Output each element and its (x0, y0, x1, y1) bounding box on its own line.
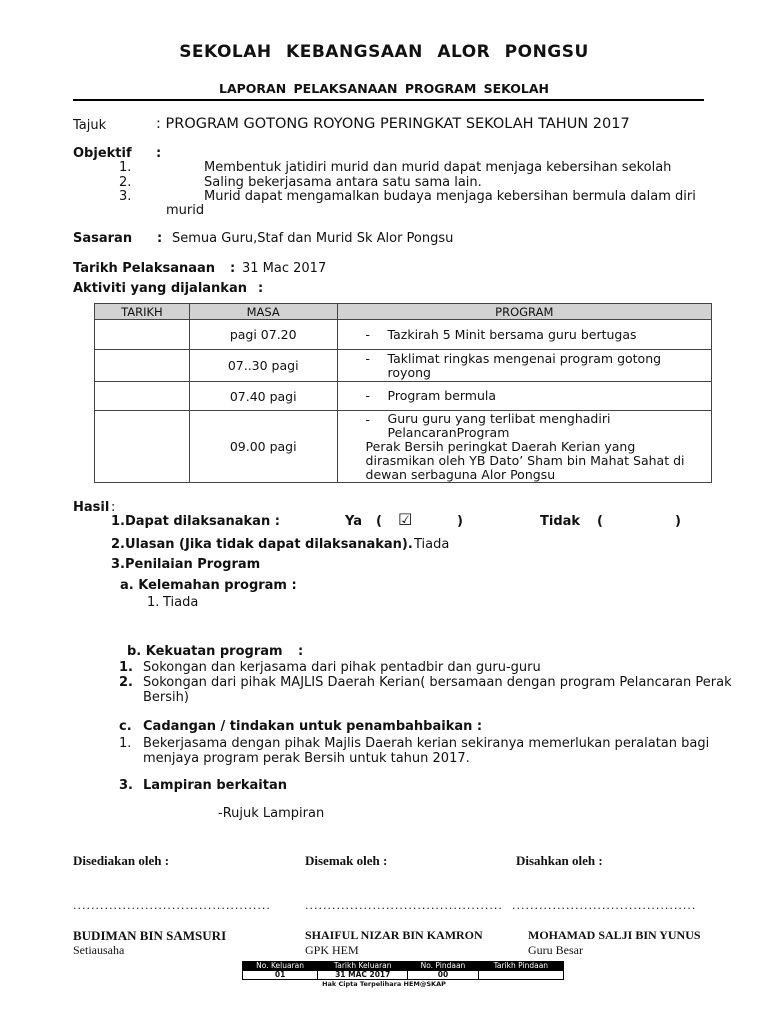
sig-line-approved: ......................................... (512, 899, 697, 912)
tarikh-label: Tarikh Pelaksanaan (73, 261, 216, 276)
program-dash: - (365, 388, 371, 403)
control-header-no-keluaran: No. Keluaran (243, 962, 318, 971)
program-text-extra-3: dewan serbaguna Alor Pongsu (365, 466, 556, 482)
ya-close-paren: ) (457, 514, 463, 529)
kekuatan-num-1: 1. (119, 660, 133, 675)
cell-tarikh (95, 320, 190, 350)
table-row (95, 320, 712, 350)
program-dash: - (365, 412, 371, 427)
control-header-row (243, 962, 564, 971)
lampiran-num: 3. (119, 778, 133, 793)
sig-name-checked: SHAIFUL NIZAR BIN KAMRON (305, 928, 483, 942)
ulasan-value: Tiada (414, 537, 450, 552)
sig-name-prepared: BUDIMAN BIN SAMSURI (73, 928, 227, 943)
tidak-close-paren: ) (675, 514, 681, 529)
program-text-cont: royong (387, 364, 431, 380)
cell-program (337, 382, 711, 411)
program-text: Guru guru yang terlibat menghadiri (387, 410, 611, 426)
cell-tarikh (95, 382, 190, 411)
col-header-masa: MASA (189, 304, 337, 320)
kekuatan-text-1: Sokongan dan kerjasama dari pihak pentadbir dan guru-guru (143, 660, 541, 675)
sig-role-prepared: Disediakan oleh : (73, 853, 170, 868)
checkbox-checked-icon[interactable]: ☑ (398, 510, 413, 529)
sig-name-approved: MOHAMAD SALJI BIN YUNUS (528, 928, 701, 942)
school-name: SEKOLAH KEBANGSAAN ALOR PONGSU (179, 42, 589, 62)
cell-masa: pagi 07.20 (189, 320, 337, 350)
program-dash: - (365, 350, 371, 366)
col-header-program: PROGRAM (337, 304, 711, 320)
report-title: LAPORAN PELAKSANAAN PROGRAM SEKOLAH (218, 81, 550, 96)
sig-title-prepared: Setiausaha (73, 943, 125, 957)
activity-table-header (95, 304, 712, 320)
table-row (95, 382, 712, 411)
sasaran-label: Sasaran (73, 231, 133, 246)
tajuk-label: Tajuk (73, 118, 107, 133)
aktiviti-label: Aktiviti yang dijalankan (73, 281, 247, 296)
hasil-colon: : (111, 500, 116, 515)
kekuatan-text-2: Sokongan dari pihak MAJLIS Daerah Kerian( bersamaan dengan program Pelancaran Perak (143, 675, 732, 690)
tidak-open-paren: ( (597, 514, 603, 529)
control-value-no-pindaan: 00 (408, 971, 478, 980)
cell-tarikh (95, 411, 190, 483)
sig-line-checked: ............................................ (305, 899, 503, 912)
control-value-row (243, 971, 564, 980)
program-text: Taklimat ringkas mengenai program gotong (387, 350, 662, 366)
tarikh-value: 31 Mac 2017 (242, 261, 327, 276)
tarikh-colon: : (230, 261, 236, 276)
kelemahan-text-1: Tiada (163, 595, 199, 610)
kekuatan-colon: : (298, 644, 304, 659)
cadangan-label: Cadangan / tindakan untuk penambahbaikan : (143, 719, 483, 734)
lampiran-value: -Rujuk Lampiran (218, 806, 325, 821)
kelemahan-label: a. Kelemahan program : (120, 578, 297, 593)
kekuatan-label: b. Kekuatan program (127, 644, 283, 659)
cell-masa: 07..30 pagi (189, 350, 337, 382)
program-dash: - (365, 326, 371, 342)
objektif-num-3: 3. (119, 189, 132, 204)
objektif-text-3: Murid dapat mengamalkan budaya menjaga kebersihan bermula dalam diri (204, 189, 696, 204)
program-text-extra-2: dirasmikan oleh YB Dato’ Sham bin Mahat Sahat di (365, 452, 685, 468)
sig-title-approved: Guru Besar (528, 943, 583, 957)
cell-masa: 09.00 pagi (189, 411, 337, 483)
sasaran-colon: : (157, 231, 163, 246)
kekuatan-text-2-cont: Bersih) (143, 690, 189, 705)
penilaian-label: 3.Penilaian Program (111, 557, 261, 572)
control-header-tarikh-keluaran: Tarikh Keluaran (318, 962, 408, 971)
control-header-tarikh-pindaan: Tarikh Pindaan (478, 962, 563, 971)
sig-title-checked: GPK HEM (305, 943, 359, 957)
cadangan-text-1: Bekerjasama dengan pihak Majlis Daerah kerian sekiranya memerlukan peralatan bagi (143, 736, 710, 751)
objektif-colon: : (156, 146, 162, 161)
ya-label: Ya (345, 514, 362, 529)
objektif-text-2: Saling bekerjasama antara satu sama lain. (204, 175, 482, 190)
program-text: Tazkirah 5 Minit bersama guru bertugas (387, 326, 637, 342)
header-divider (73, 99, 704, 101)
col-header-tarikh: TARIKH (95, 304, 190, 320)
cell-program (337, 350, 711, 382)
kekuatan-num-2: 2. (119, 675, 133, 690)
control-value-no-keluaran: 01 (243, 971, 318, 980)
sig-line-prepared: ............................................ (73, 899, 271, 912)
copyright-notice: Hak Cipta Terpelihara HEM@SKAP (322, 980, 446, 988)
sig-role-checked: Disemak oleh : (305, 853, 388, 868)
cell-program (337, 411, 711, 483)
lampiran-label: Lampiran berkaitan (143, 778, 287, 793)
table-row (95, 411, 712, 483)
sasaran-value: Semua Guru,Staf dan Murid Sk Alor Pongsu (172, 231, 454, 246)
cadangan-text-1-cont: menjaya program perak Bersih untuk tahun 2017. (143, 751, 470, 766)
objektif-label: Objektif (73, 146, 132, 161)
activity-table (94, 303, 712, 483)
ya-open-paren: ( (376, 514, 382, 529)
cell-tarikh (95, 350, 190, 382)
dapat-label: 1.Dapat dilaksanakan : (111, 514, 280, 529)
objektif-num-2: 2. (119, 175, 132, 190)
objektif-text-1: Membentuk jatidiri murid dan murid dapat menjaga kebersihan sekolah (204, 160, 672, 175)
objektif-num-1: 1. (119, 160, 132, 175)
document-control-table (242, 961, 564, 980)
aktiviti-colon: : (258, 281, 264, 296)
program-text: Program bermula (387, 388, 497, 403)
hasil-label: Hasil (73, 500, 110, 515)
tidak-label: Tidak (540, 514, 581, 529)
kelemahan-num-1: 1. (147, 595, 160, 610)
program-text-extra-1: Perak Bersih peringkat Daerah Kerian yang (365, 438, 636, 454)
cadangan-prefix: c. (119, 719, 132, 734)
control-value-tarikh-keluaran: 31 MAC 2017 (318, 971, 408, 980)
sig-role-approved: Disahkan oleh : (516, 853, 603, 868)
table-row (95, 350, 712, 382)
cell-masa: 07.40 pagi (189, 382, 337, 411)
control-header-no-pindaan: No. Pindaan (408, 962, 478, 971)
cell-program (337, 320, 711, 350)
tajuk-value: : PROGRAM GOTONG ROYONG PERINGKAT SEKOLAH TAHUN 2017 (156, 116, 630, 132)
control-value-tarikh-pindaan (478, 971, 563, 980)
objektif-text-3-cont: murid (166, 203, 205, 218)
program-text-cont: PelancaranProgram (387, 424, 510, 440)
ulasan-label: 2.Ulasan (Jika tidak dapat dilaksanakan). (111, 537, 413, 552)
cadangan-num-1: 1. (119, 736, 132, 751)
